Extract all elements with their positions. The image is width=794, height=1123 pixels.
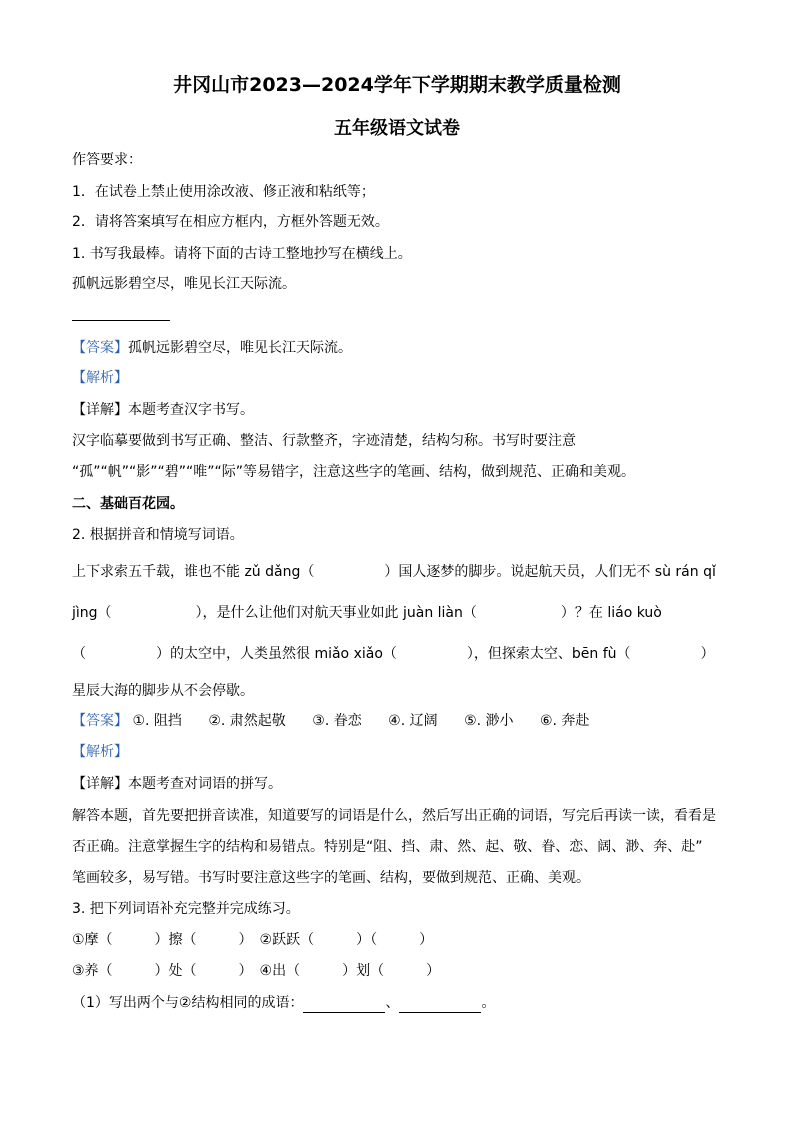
q2-answer-item: ④. 辽阔 [388, 713, 438, 729]
q1-explain-2: “孤”“帆”“影”“碧”“唯”“际”等易错字，注意这些字的笔画、结构，做到规范、正确和美观。 [72, 464, 636, 480]
detail-label: 【详解】 [72, 776, 128, 792]
q3-sub-1-end: 。 [481, 995, 496, 1011]
exam-title: 井冈山市2023—2024学年下学期期末教学质量检测 [173, 74, 621, 96]
instructions-heading: 作答要求： [72, 152, 142, 168]
q2-answer-item: ③. 眷恋 [312, 713, 362, 729]
instruction-rule-2: 2．请将答案填写在相应方框内，方框外答题无效。 [72, 214, 389, 230]
q2-line-3: （ ）的太空中，人类虽然很 miǎo xiǎo（ ），但探索太空、bēn fù（ ） [72, 646, 715, 662]
q2-line-1: 上下求索五千载，谁也不能 zǔ dǎng（ ）国人逐梦的脚步。说起航天员，人们无不 sù rán qǐ [72, 564, 716, 580]
q2-explain-1: 解答本题，首先要把拼音读准，知道要写的词语是什么，然后写出正确的词语，写完后再读一读，看看是 [72, 808, 716, 824]
q1-detail [72, 400, 254, 420]
q3-sub-1 [72, 993, 495, 1013]
q3-row-2: ③养（ ）处（ ） ④出（ ）划（ ） [72, 963, 441, 979]
section-2-heading: 二、基础百花园。 [72, 496, 184, 512]
q1-analysis-label: 【解析】 [72, 370, 128, 386]
q3-answer-blank-2[interactable] [399, 998, 481, 1013]
q3-answer-blank-1[interactable] [303, 998, 385, 1013]
q2-explain-3: 笔画较多，易写错。书写时要注意这些字的笔画、结构，要做到规范、正确、美观。 [72, 870, 590, 886]
q2-answer-item: ⑤. 渺小 [464, 713, 514, 729]
q1-detail-text: 本题考查汉字书写。 [128, 402, 254, 418]
q1-prompt: 1. 书写我最棒。请将下面的古诗工整地抄写在横线上。 [72, 246, 412, 262]
q2-answer-item: ⑥. 奔赴 [539, 713, 590, 729]
q3-sub-1-text: （1）写出两个与②结构相同的成语： [72, 995, 304, 1011]
q2-line-2: jìng（ ），是什么让他们对航天事业如此 juàn liàn（ ）？在 liáo kuò [72, 605, 662, 621]
q2-answer-item: ②. 肃然起敬 [208, 713, 286, 729]
q2-line-4: 星辰大海的脚步从不会停歇。 [72, 683, 254, 699]
q2-prompt: 2. 根据拼音和情境写词语。 [72, 527, 244, 543]
q2-detail [72, 774, 282, 794]
q3-sub-1-sep: 、 [385, 995, 400, 1011]
q1-explain-1: 汉字临摹要做到书写正确、整洁、行款整齐，字迹清楚，结构匀称。书写时要注意 [72, 433, 576, 449]
answer-label: 【答案】 [72, 340, 128, 356]
instruction-rule-1: 1．在试卷上禁止使用涂改液、修正液和粘纸等； [72, 184, 375, 200]
q2-answer-item: ①. 阻挡 [132, 713, 182, 729]
exam-subtitle: 五年级语文试卷 [334, 118, 460, 139]
q2-explain-2: 否正确。注意掌握生字的结构和易错点。特别是“阻、挡、肃、然、起、敬、眷、恋、阔、渺、奔、赴” [72, 839, 703, 855]
detail-label: 【详解】 [72, 402, 128, 418]
q2-detail-text: 本题考查对词语的拼写。 [128, 776, 282, 792]
answer-label: 【答案】 [72, 713, 128, 729]
q1-answer-text: 孤帆远影碧空尽，唯见长江天际流。 [128, 340, 352, 356]
q2-answer [72, 711, 611, 731]
q3-row-1: ①摩（ ）擦（ ） ②跃跃（ ）（ ） [72, 932, 434, 948]
q1-poem: 孤帆远影碧空尽，唯见长江天际流。 [72, 276, 296, 292]
q1-answer [72, 338, 352, 358]
q2-analysis-label: 【解析】 [72, 744, 128, 760]
q1-answer-line [72, 320, 170, 321]
q3-prompt: 3. 把下列词语补充完整并完成练习。 [72, 901, 300, 917]
